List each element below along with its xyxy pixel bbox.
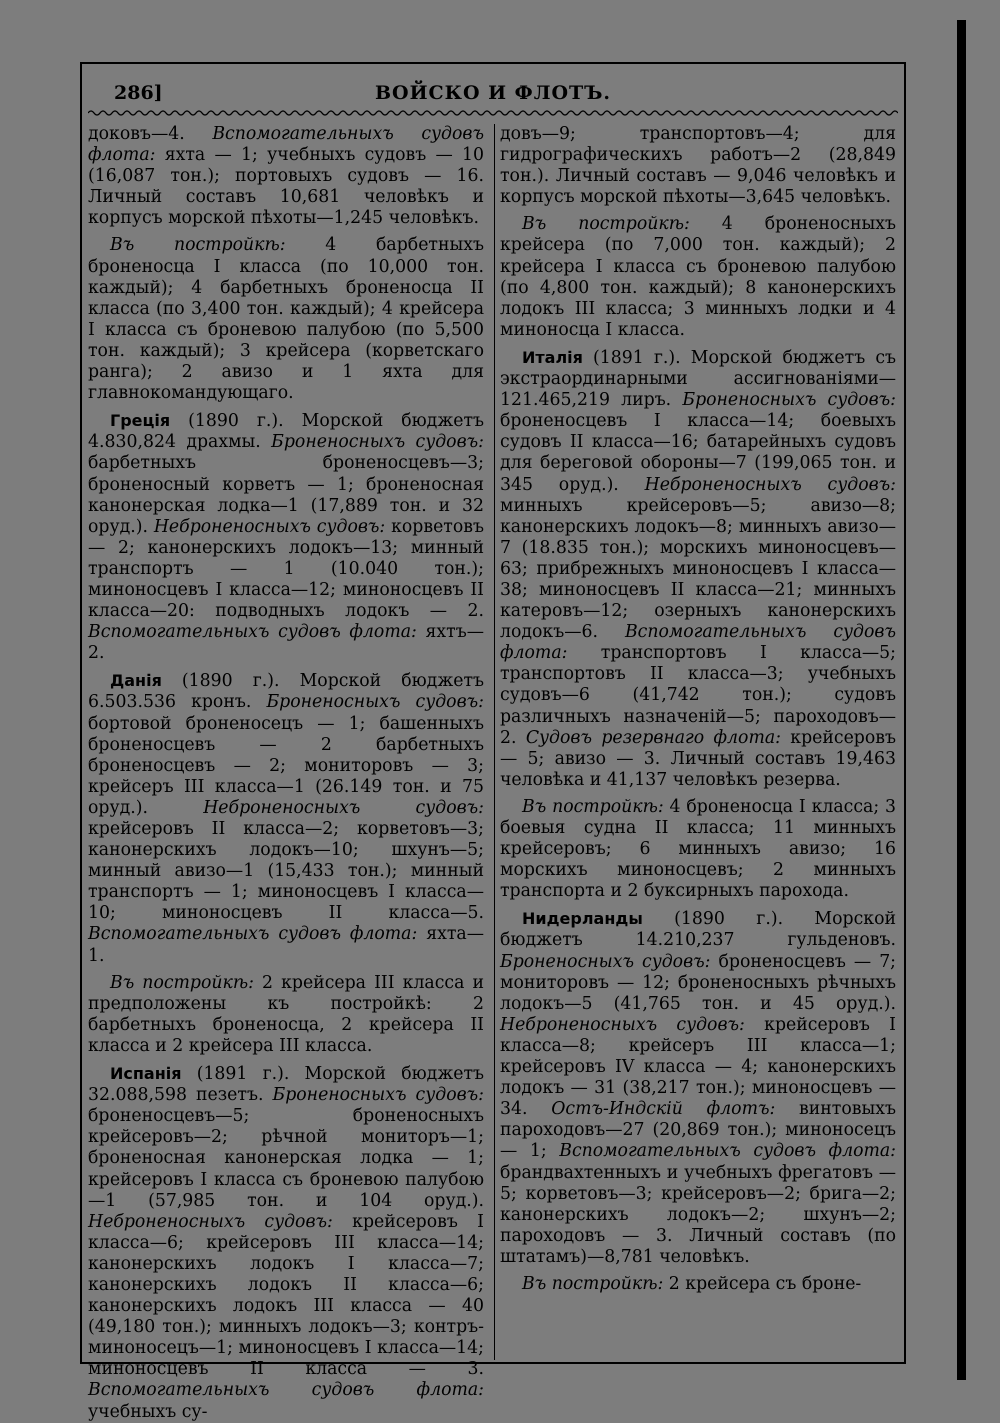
paragraph: довъ—9; транспортовъ—4; для гидрографическихъ работъ—2 (28,849 тон.). Личный составъ — 9,046 человѣкъ и корпусъ морской пѣхоты—3,645 человѣкъ.: [500, 124, 896, 208]
right-column: [500, 124, 896, 1295]
paragraph: Италія (1891 г.). Морской бюджетъ съ экстраординарными ассигнованіями—121.465,219 лиръ. Броненосныхъ судовъ: броненосцевъ I класса—14; боевыхъ судовъ II класса—16; батарейныхъ судовъ для береговой обороны—7 (199,065 тон. и 345 оруд.). Неброненосныхъ судовъ: минныхъ крейсеровъ—5; авизо—8; канонерскихъ лодокъ—8; минныхъ авизо—7 (18.835 тон.); морскихъ миноносцевъ—63; прибрежныхъ миноносцевъ I класса—38; миноносцевъ II класса—21; минныхъ катеровъ—12; озерныхъ канонерскихъ лодокъ—6. Вспомогательныхъ судовъ флота: транспортовъ I класса—5; транспортовъ II класса—3; учебныхъ судовъ—6 (41,742 тон.); судовъ различныхъ назначеній—5; пароходовъ—2. Судовъ резервнаго флота: крейсеровъ — 5; авизо — 3. Личный составъ 19,463 человѣка и 41,137 человѣкъ резерва.: [500, 347, 897, 790]
paragraph: Испанія (1891 г.). Морской бюджетъ 32.088,598 пезетъ. Броненосныхъ судовъ: броненосцевъ—5; броненосныхъ крейсеровъ—2; рѣчной мониторъ—1; броненосная канонерская лодка — 1; крейсеровъ I класса съ броневою палубою—1 (57,985 тон. и 104 оруд.). Неброненосныхъ судовъ: крейсеровъ I класса—6; крейсеровъ III класса—14; канонерскихъ лодокъ I класса—7; канонерскихъ лодокъ II класса—6; канонерскихъ лодокъ III класса — 40 (49,180 тон.); минныхъ лодокъ—3; контръ-миноносецъ—1; миноносцевъ I класса—14; миноносцевъ II класса — 3. Вспомогательныхъ судовъ флота: учебныхъ су-: [88, 1064, 484, 1422]
scan-edge-line: [957, 20, 966, 1380]
paragraph: Въ постройкѣ: 2 крейсера III класса и предположены къ постройкѣ: 2 барбетныхъ броненосца, 2 крейсера II класса и 2 крейсера III класса.: [88, 972, 484, 1056]
page-number: 286]: [114, 82, 163, 104]
paragraph: Въ постройкѣ: 2 крейсера съ броне-: [522, 1273, 862, 1294]
paragraph: доковъ—4. Вспомогательныхъ судовъ флота: яхта — 1; учебныхъ судовъ — 10 (16,087 тон.); портовыхъ судовъ — 16. Личный составъ 10,681 человѣкъ и корпусъ морской пѣхоты—1,245 человѣкъ.: [88, 124, 484, 229]
paragraph: Греція (1890 г.). Морской бюджетъ 4.830,824 драхмы. Броненосныхъ судовъ: барбетныхъ броненосцевъ—3; броненосный корветъ — 1; броненосная канонерская лодка—1 (17,889 тон. и 32 оруд.). Неброненосныхъ судовъ: корветовъ — 2; канонерскихъ лодокъ—13; минный транспортъ — 1 (10.040 тон.); миноносцевъ I класса—12; миноносцевъ II класса—20: подводныхъ лодокъ — 2. Вспомогательныхъ судовъ флота: яхтъ—2.: [88, 411, 484, 664]
paragraph: Въ постройкѣ: 4 броненосныхъ крейсера (по 7,000 тон. каждый); 2 крейсера I класса съ броневою палубою (по 4,800 тон. каждый); 8 канонерскихъ лодокъ III класса; 3 минныхъ лодки и 4 миноносца I класса.: [500, 214, 896, 340]
left-column: [88, 124, 484, 1423]
paragraph: Нидерланды (1890 г.). Морской бюджетъ 14.210,237 гульденовъ. Броненосныхъ судовъ: броненосцевъ — 7; мониторовъ — 12; броненосныхъ рѣчныхъ лодокъ—5 (41,765 тон. и 45 оруд.). Неброненосныхъ судовъ: крейсеровъ I класса—8; крейсеръ III класса—1; крейсеровъ IV класса — 4; канонерскихъ лодокъ — 31 (38,217 тон.); миноносцевъ — 34. Остъ-Индскій флотъ: винтовыхъ пароходовъ—27 (20,869 тон.); миноносецъ — 1; Вспомогательныхъ судовъ флота: брандвахтенныхъ и учебныхъ фрегатовъ — 5; корветовъ—3; крейсеровъ—2; брига—2; канонерскихъ лодокъ—2; шхунъ—2; пароходовъ — 3. Личный составъ (по штатамъ)—8,781 человѣкъ.: [500, 909, 897, 1267]
book-page: [80, 62, 906, 1422]
paragraph: Въ постройкѣ: 4 барбетныхъ броненосца I класса (по 10,000 тон. каждый); 4 барбетныхъ броненосца II класса (по 3,400 тон. каждый); 4 крейсера I класса съ броневою палубою (по 5,500 тон. каждый); 3 крейсера (корветскаго ранга); 2 авизо и 1 яхта для главнокомандующаго.: [88, 235, 484, 404]
paragraph: Въ постройкѣ: 4 броненосца I класса; 3 боевыя судна II класса; 11 минныхъ крейсеровъ; 6 минныхъ авизо; 16 морскихъ миноносцевъ; 2 минныхъ транспорта и 2 буксирныхъ парохода.: [500, 796, 896, 902]
wavy-header-rule: [88, 108, 898, 118]
running-title: ВОЙСКО И ФЛОТЪ.: [374, 82, 611, 104]
column-divider: [494, 124, 495, 1360]
paragraph: Данія (1890 г.). Морской бюджетъ 6.503.536 кронъ. Броненосныхъ судовъ: бортовой броненосецъ — 1; башенныхъ броненосцевъ — 2 барбетныхъ броненосцевъ — 2; мониторовъ — 3; крейсеръ III класса—1 (26.149 тон. и 75 оруд.). Неброненосныхъ судовъ: крейсеровъ II класса—2; корветовъ—3; канонерскихъ лодокъ—10; шхунъ—5; минный авизо—1 (15,433 тон.); минный транспортъ — 1; миноносцевъ I класса—10; миноносцевъ II класса—5. Вспомогательныхъ судовъ флота: яхта—1.: [88, 671, 484, 966]
